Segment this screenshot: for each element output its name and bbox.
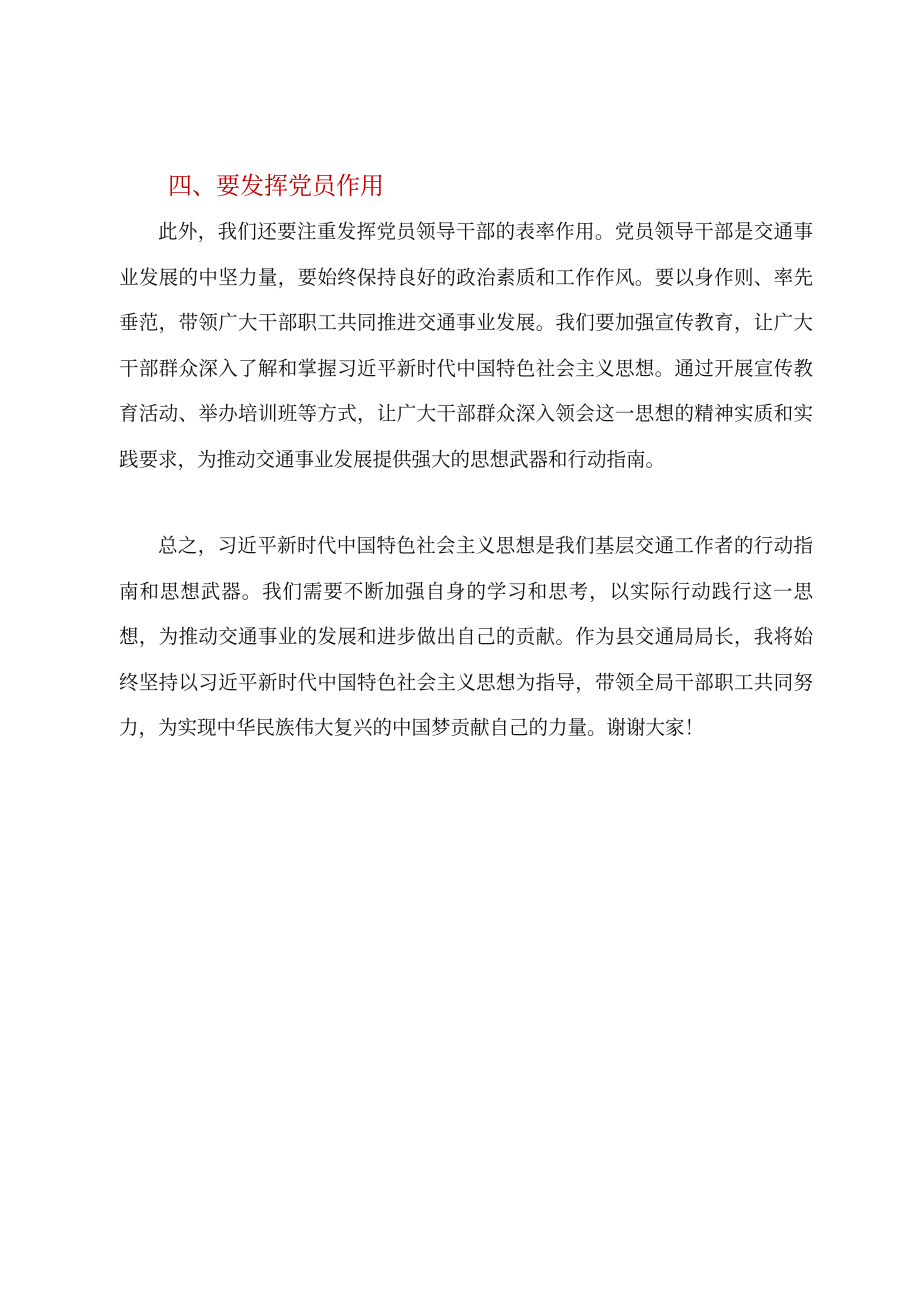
paragraph: 此外，我们还要注重发挥党员领导干部的表率作用。党员领导干部是交通事业发展的中坚力量，要始终保持良好的政治素质和工作作风。要以身作则、率先垂范，带领广大干部职工共同推进交通事业发展。我们要加强宣传教育，让广大干部群众深入了解和掌握习近平新时代中国特色社会主义思想。通过开展宣传教育活动、举办培训班等方式，让广大干部群众深入领会这一思想的精神实质和实践要求，为推动交通事业发展提供强大的思想武器和行动指南。 <box>119 220 813 471</box>
section-heading: 四、要发挥党员作用 <box>168 172 384 200</box>
paragraph: 总之，习近平新时代中国特色社会主义思想是我们基层交通工作者的行动指南和思想武器。我们需要不断加强自身的学习和思考，以实际行动践行这一思想，为推动交通事业的发展和进步做出自己的贡献。作为县交通局局长，我将始终坚持以习近平新时代中国特色社会主义思想为指导，带领全局干部职工共同努力，为实现中华民族伟大复兴的中国梦贡献自己的力量。谢谢大家！ <box>119 534 813 739</box>
